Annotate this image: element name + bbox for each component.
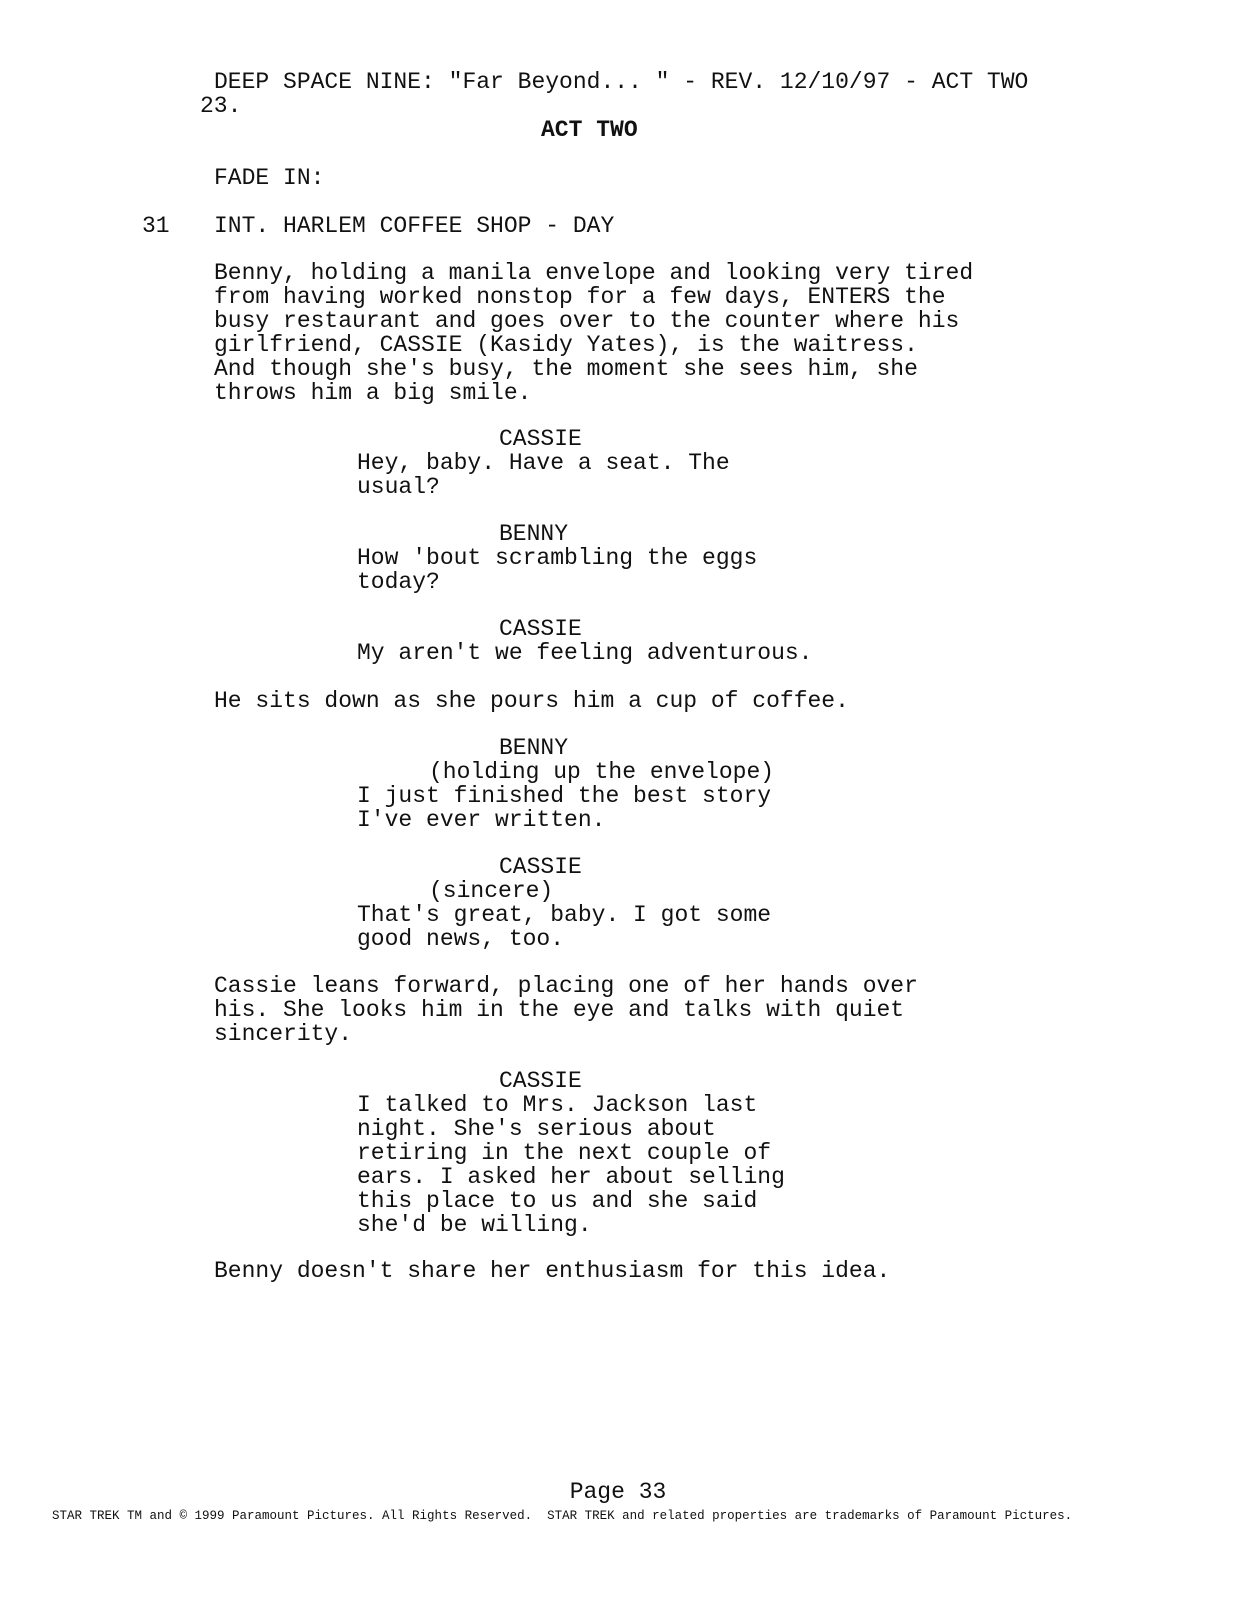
- scene-heading: INT. HARLEM COFFEE SHOP - DAY: [214, 213, 615, 239]
- dialogue-line: retiring in the next couple of: [357, 1140, 772, 1166]
- action-line: girlfriend, CASSIE (Kasidy Yates), is the waitress.: [214, 332, 918, 358]
- action-line: Cassie leans forward, placing one of her hands over: [214, 973, 918, 999]
- header-page-number: 23.: [200, 93, 242, 119]
- action-line: busy restaurant and goes over to the counter where his: [214, 308, 960, 334]
- action-paragraph: Benny doesn't share her enthusiasm for this idea.: [214, 1258, 891, 1284]
- dialogue-line: ears. I asked her about selling: [357, 1164, 785, 1190]
- action-line: And though she's busy, the moment she sees him, she: [214, 356, 918, 382]
- dialogue-block: [357, 784, 771, 832]
- act-heading: ACT TWO: [541, 117, 638, 143]
- character-name: CASSIE: [499, 1068, 582, 1094]
- dialogue-line: How 'bout scrambling the eggs: [357, 545, 758, 571]
- header-title: DEEP SPACE NINE: "Far Beyond... " - REV. 12/10/97 - ACT TWO: [214, 69, 1029, 95]
- character-name: CASSIE: [499, 854, 582, 880]
- dialogue-line: good news, too.: [357, 926, 565, 952]
- dialogue-line: usual?: [357, 474, 440, 500]
- dialogue-line: I just finished the best story: [357, 783, 772, 809]
- dialogue-line: That's great, baby. I got some: [357, 902, 772, 928]
- character-name: BENNY: [499, 735, 569, 761]
- page-label: Page 33: [569, 1479, 667, 1505]
- scene-number: 31: [142, 213, 170, 239]
- action-paragraph: [214, 974, 918, 1046]
- parenthetical: (sincere): [429, 878, 554, 904]
- dialogue-block: [357, 903, 771, 951]
- dialogue-line: My aren't we feeling adventurous.: [357, 640, 813, 666]
- dialogue-block: [357, 451, 730, 499]
- dialogue-block: [357, 1093, 785, 1237]
- action-line: his. She looks him in the eye and talks with quiet: [214, 997, 905, 1023]
- dialogue-line: this place to us and she said: [357, 1188, 758, 1214]
- action-line: sincerity.: [214, 1021, 353, 1047]
- parenthetical: (holding up the envelope): [429, 759, 775, 785]
- action-paragraph: [214, 261, 973, 405]
- dialogue-line: I talked to Mrs. Jackson last: [357, 1092, 758, 1118]
- action-line: throws him a big smile.: [214, 380, 532, 406]
- dialogue-line: she'd be willing.: [357, 1212, 592, 1238]
- character-name: BENNY: [499, 521, 569, 547]
- action-paragraph: He sits down as she pours him a cup of coffee.: [214, 688, 849, 714]
- character-name: CASSIE: [499, 426, 582, 452]
- dialogue-line: today?: [357, 569, 440, 595]
- action-line: from having worked nonstop for a few days, ENTERS the: [214, 284, 946, 310]
- dialogue-line: I've ever written.: [357, 807, 606, 833]
- dialogue-block: [357, 546, 757, 594]
- copyright-notice: STAR TREK TM and © 1999 Paramount Pictures. All Rights Reserved. STAR TREK and related properties are trademarks of Paramount Pictures.: [52, 1509, 1073, 1523]
- dialogue-line: Hey, baby. Have a seat. The: [357, 450, 730, 476]
- character-name: CASSIE: [499, 616, 582, 642]
- action-line: Benny, holding a manila envelope and looking very tired: [214, 260, 974, 286]
- transition: FADE IN:: [214, 165, 325, 191]
- dialogue-line: night. She's serious about: [357, 1116, 716, 1142]
- dialogue-block: [357, 641, 812, 665]
